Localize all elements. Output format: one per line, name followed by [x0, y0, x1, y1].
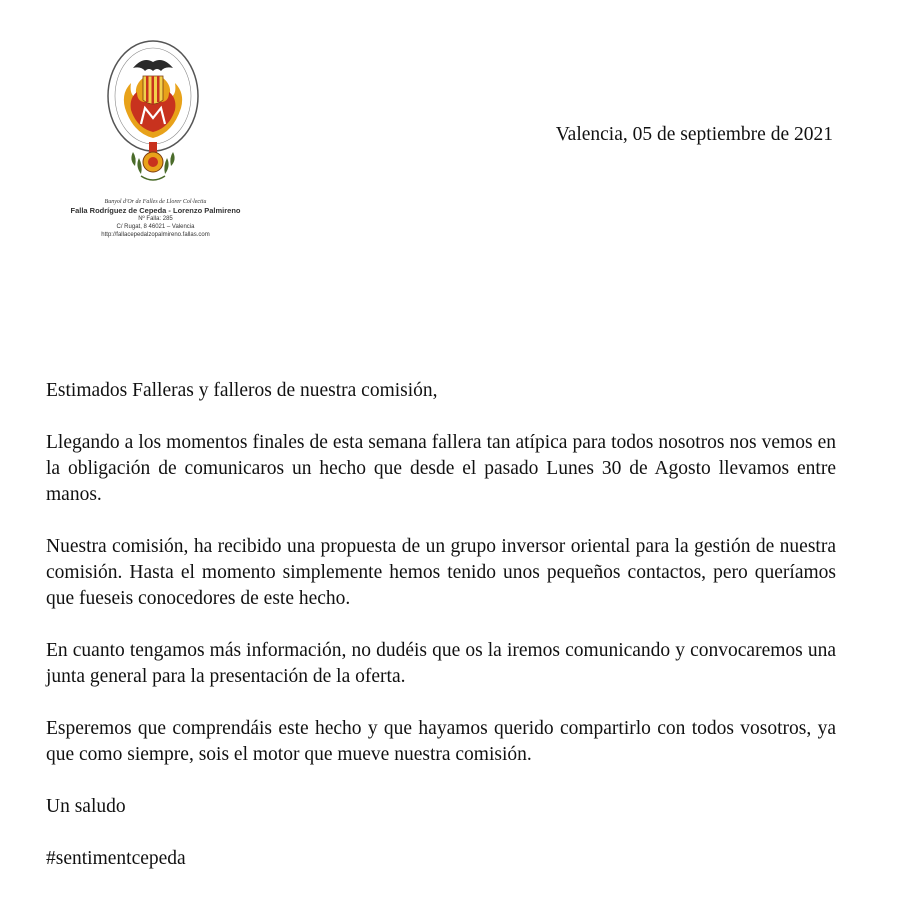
letter-body — [46, 378, 836, 898]
paragraph: En cuanto tengamos más información, no dudéis que os la iremos comunicando y convocaremos una junta general para la presentación de la oferta. — [46, 640, 836, 687]
falla-emblem-logo — [103, 38, 203, 198]
letterhead-website: http://fallacepedalzopalmireno.fallas.com — [101, 232, 210, 238]
letterhead-address: C/ Rugat, 8 46021 – Valencia — [116, 224, 195, 230]
paragraph: Llegando a los momentos finales de esta semana fallera tan atípica para todos nosotros nos vemos en la obligación de comunicaros un hecho que desde el pasado Lunes 30 de Agosto llevamos entre manos. — [46, 432, 836, 505]
paragraph: Esperemos que comprendáis este hecho y que hayamos querido compartirlo con todos vosotros, ya que como siempre, sois el motor que mueve nuestra comisión. — [46, 718, 836, 765]
letterhead-award: Bunyol d'Or de Falles de Llorer Col·lectiu — [104, 199, 207, 205]
letterhead-text — [48, 198, 263, 239]
letterhead-falla-name: Falla Rodríguez de Cepeda - Lorenzo Palmireno — [70, 206, 241, 215]
hashtag: #sentimentcepeda — [46, 848, 186, 869]
greeting: Estimados Falleras y falleros de nuestra comisión, — [46, 380, 438, 401]
letterhead-falla-number: Nº Falla: 285 — [138, 216, 173, 222]
paragraph: Nuestra comisión, ha recibido una propuesta de un grupo inversor oriental para la gestión de nuestra comisión. Hasta el momento simplemente hemos tenido unos pequeños contactos, pero queríamos que fueseis conocedores de este hecho. — [46, 536, 836, 609]
closing: Un saludo — [46, 796, 126, 817]
letter-date: Valencia, 05 de septiembre de 2021 — [555, 124, 833, 145]
